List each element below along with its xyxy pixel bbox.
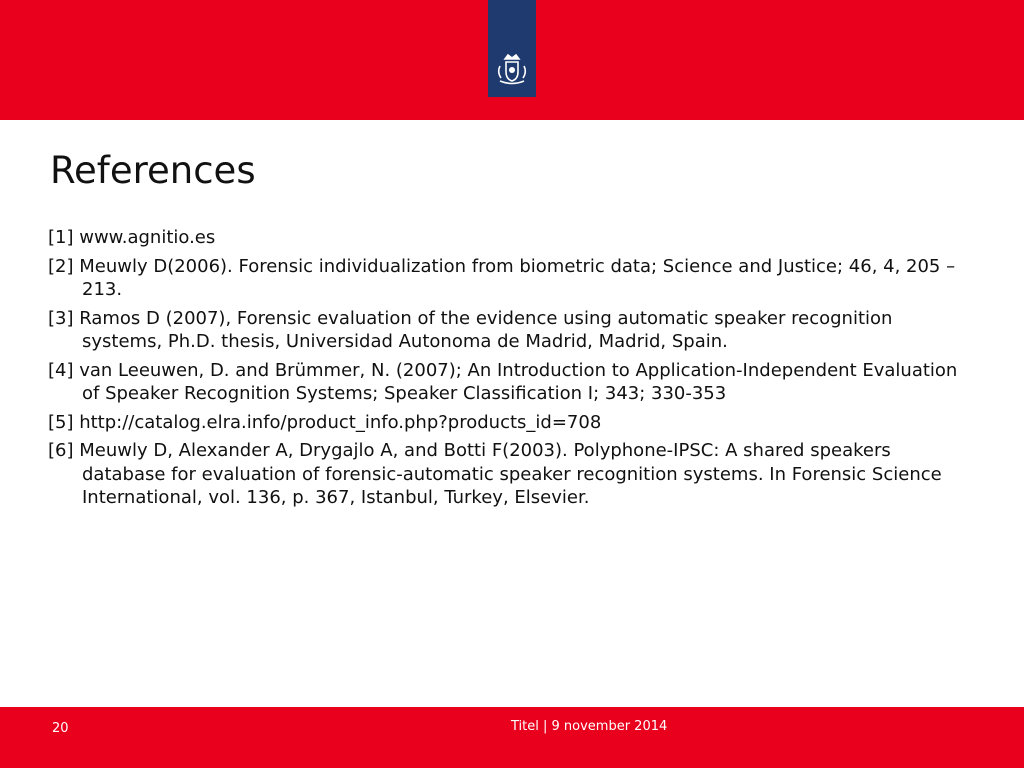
reference-item: [3] Ramos D (2007), Forensic evaluation of the evidence using automatic speaker recognition systems, Ph.D. thesis, Universidad Autonoma de Madrid, Madrid, Spain. [48,307,893,352]
footer-title-date: Titel | 9 november 2014 [511,719,668,734]
header-band [0,0,1024,120]
reference-item: [5] http://catalog.elra.info/product_info.php?products_id=708 [48,411,602,433]
footer-band [0,707,1024,768]
page-number: 20 [52,721,69,736]
logo [488,0,536,97]
reference-item: [1] www.agnitio.es [48,227,216,248]
reference-item: [4] van Leeuwen, D. and Brümmer, N. (2007); An Introduction to Application-Independent Evaluation of Speaker Recognition Systems; Speaker Classification I; 343; 330-353 [48,359,958,404]
slide-title: References [50,149,256,192]
reference-item: [6] Meuwly D, Alexander A, Drygajlo A, and Botti F(2003). Polyphone-IPSC: A shared speakers database for evaluation of forensic-automatic speaker recognition systems. In Forensic Science International, vol. 136, p. 367, Istanbul, Turkey, Elsevier. [48,440,942,508]
coat-of-arms-icon [492,50,532,90]
reference-list [48,226,978,515]
reference-item: [2] Meuwly D(2006). Forensic individualization from biometric data; Science and Justice; 46, 4, 205 – 213. [48,255,956,300]
